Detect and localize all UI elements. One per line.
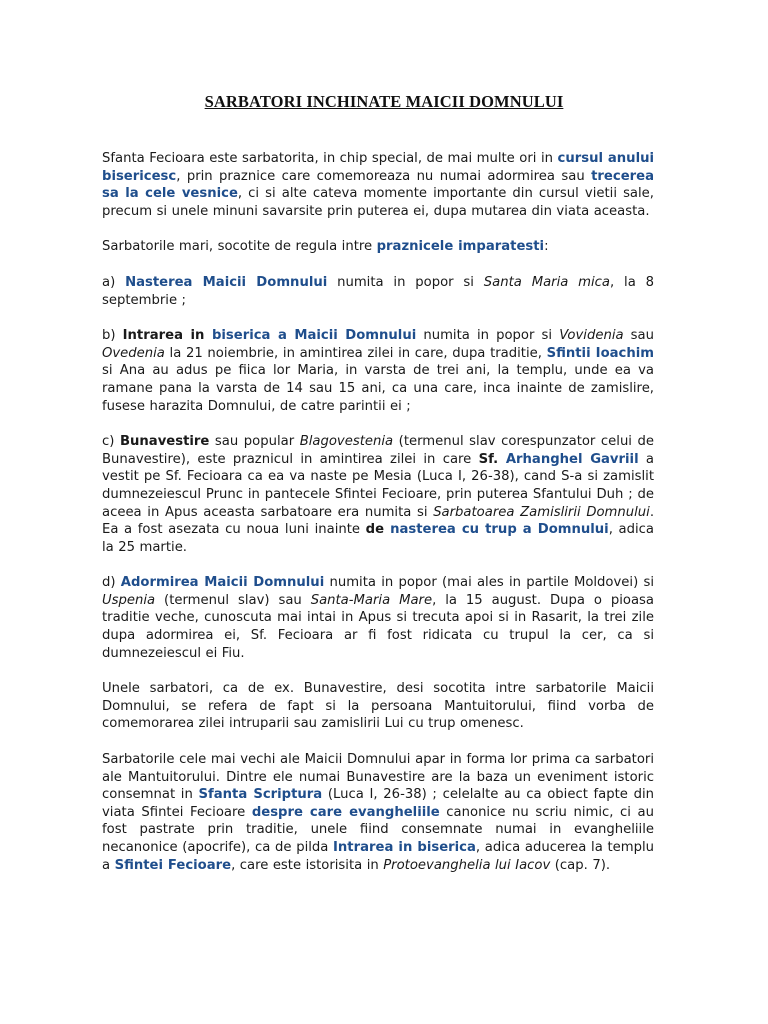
italic-text: Sarbatoarea Zamislirii Domnului — [433, 504, 650, 520]
text-run: , care este istorisita in — [231, 857, 384, 873]
text-run: la 21 noiembrie, in amintirea zilei in care, dupa traditie, — [164, 345, 547, 361]
text-run: d) — [102, 575, 121, 591]
text-run: (Luca I, 26-38) ; celelalte au ca obiect fapte din viata Sfintei Fecioare — [102, 787, 654, 820]
bold-text: Intrarea in — [122, 328, 212, 344]
paragraph-other-feasts — [102, 680, 654, 733]
document-body — [102, 150, 654, 892]
text-run: c) — [102, 434, 120, 450]
hyperlink[interactable]: Arhanghel Gavriil — [505, 451, 639, 467]
hyperlink[interactable]: Intrarea in biserica — [333, 840, 476, 855]
text-run: Unele sarbatori, ca de ex. Bunavestire, desi socotita intre sarbatorile Maicii Domnului, se refera de fapt si la persoana Mantuitorului, fiind vorba de comemorarea zilei intruparii sau zamislirii Lui cu trup omenesc. — [102, 681, 654, 732]
text-run: (termenul slav corespunzator celui de Bunavestire), este praznicul in amintirea zilei in care — [102, 434, 655, 467]
text-run: , adica la 25 martie. — [102, 522, 654, 555]
italic-text: Blagovestenia — [299, 434, 394, 450]
paragraph-intro — [102, 150, 654, 220]
text-run: a) — [102, 274, 126, 290]
text-run: a vestit pe Sf. Fecioara ca ea va naste pe Mesia (Luca I, 26-38), cand S-a si zamislit dumnezeiescul Prunc in pantecele Sfintei Fecioare, prin puterea Sfantului Duh ; de aceea in Apus aceasta sarbatoare era numita si — [102, 451, 654, 520]
text-run: si Ana au adus pe fiica lor Maria, in varsta de trei ani, la templu, unde ea va ramane pana la varsta de 14 sau 15 ani, ca una care, inca inainte de zamislire, fusese harazita Domnului, de catre parintii ei ; — [102, 363, 654, 414]
paragraph-oldest-feasts — [102, 751, 654, 874]
text-run: Sarbatorile mari, socotite de regula intre — [102, 239, 377, 255]
hyperlink[interactable]: biserica a Maicii Domnului — [211, 328, 417, 344]
hyperlink[interactable]: Nasterea Maicii Domnului — [125, 274, 328, 290]
hyperlink[interactable]: despre care evangheliile — [251, 804, 440, 820]
hyperlink[interactable]: trecerea sa la cele vesnice — [102, 168, 654, 202]
hyperlink[interactable]: praznicele imparatesti — [376, 239, 545, 255]
text-run: , prin praznice care comemoreaza nu numai adormirea sau — [176, 168, 592, 184]
paragraph-major-feasts — [102, 238, 654, 256]
italic-text: Santa-Maria Mare — [310, 592, 433, 608]
italic-text: Uspenia — [102, 592, 156, 608]
paragraph-feast-d — [102, 574, 654, 662]
hyperlink[interactable]: cursul anului bisericesc — [102, 151, 654, 184]
document-title: SARBATORI INCHINATE MAICII DOMNULUI — [204, 92, 564, 111]
bold-text: de — [365, 522, 391, 538]
hyperlink[interactable]: Sfintei Fecioare — [114, 857, 232, 873]
text-run: sau popular — [209, 434, 300, 450]
text-run: canonice nu scriu nimic, ci au fost pastrate prin traditie, unele fiind consemnate numai in evangheliile necanonice (apocrife), ca de pilda — [102, 804, 654, 855]
hyperlink[interactable]: Sfintii Ioachim — [546, 345, 655, 361]
text-run: (termenul slav) sau — [155, 592, 311, 608]
text-run: numita in popor (mai ales in partile Moldovei) si — [324, 575, 654, 591]
hyperlink[interactable]: Sfanta Scriptura — [198, 787, 323, 803]
hyperlink[interactable]: nasterea cu trup a Domnului — [390, 522, 609, 538]
text-run: , adica aducerea la templu a — [102, 840, 654, 873]
italic-text: Protoevanghelia lui Iacov — [383, 857, 551, 873]
text-run: , ci si alte cateva momente importante din cursul vietii sale, precum si unele minuni savarsite prin puterea ei, dupa mutarea din viata aceasta. — [102, 186, 654, 219]
text-run: numita in popor si — [416, 328, 560, 344]
italic-text: Santa Maria mica — [483, 274, 610, 290]
hyperlink[interactable]: Adormirea Maicii Domnului — [120, 575, 325, 591]
text-run: , la 8 septembrie ; — [102, 274, 654, 308]
text-run: sau — [623, 328, 654, 344]
paragraph-feast-b — [102, 327, 654, 415]
text-run: Sarbatorile cele mai vechi ale Maicii Domnului apar in forma lor prima ca sarbatori ale Mantuitorului. Dintre ele numai Bunavestire are la baza un eveniment istoric consemnat in — [102, 752, 654, 803]
text-run: : — [544, 239, 549, 255]
text-run: . Ea a fost asezata cu noua luni inainte — [102, 504, 655, 538]
bold-text: Bunavestire — [119, 434, 210, 450]
text-run: numita in popor si — [327, 274, 484, 290]
text-run: (cap. 7). — [550, 857, 611, 873]
text-run: b) — [102, 328, 123, 344]
paragraph-feast-c — [102, 433, 654, 556]
text-run: Sfanta Fecioara este sarbatorita, in chip special, de mai multe ori in — [102, 151, 558, 166]
italic-text: Ovedenia — [102, 345, 165, 361]
bold-text: Sf. — [478, 451, 506, 467]
italic-text: Vovidenia — [559, 328, 624, 344]
paragraph-feast-a — [102, 274, 654, 309]
text-run: , la 15 august. Dupa o pioasa traditie veche, cunoscuta mai intai in Apus si trecuta apoi si in Rasarit, la trei zile dupa adormirea ei, Sf. Fecioara ar fi fost ridicata cu trupul la cer, ca si dumnezeiescul ei Fiu. — [102, 592, 654, 661]
